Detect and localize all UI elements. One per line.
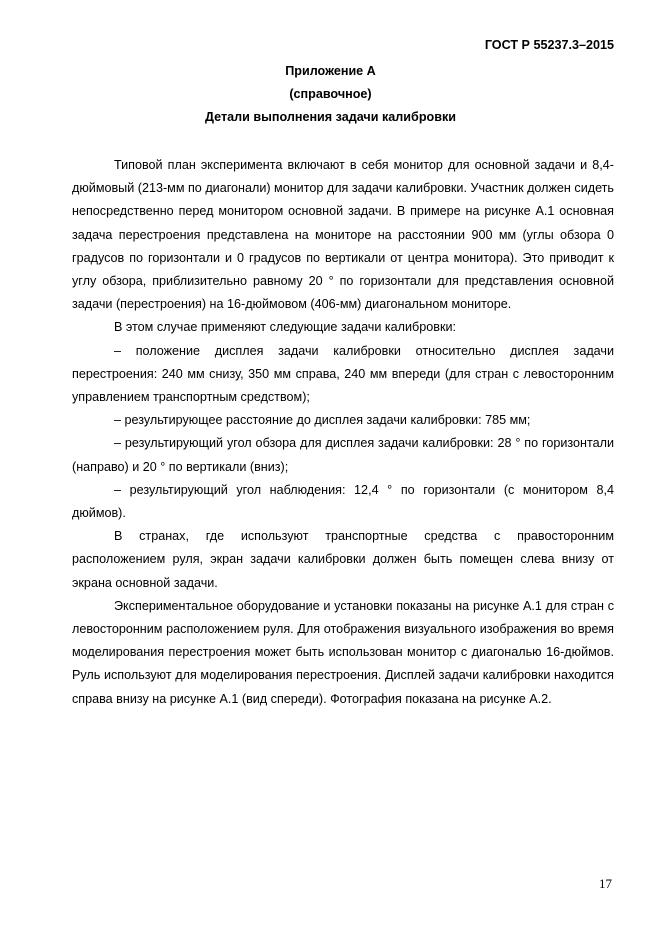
list-item-viewing-angle: – результирующий угол обзора для дисплея задачи калибровки: 28 ° по горизонтали (направо) и 20 ° по вертикали (вниз); [72, 436, 614, 474]
page-number: 17 [599, 876, 612, 891]
paragraph-equipment: Экспериментальное оборудование и установки показаны на рисунке А.1 для стран с левосторонним расположением руля. Для отображения визуального изображения во время моделирования перестроения может быть использован монитор с диагональю 16-дюймов. Руль используют для моделирования перестроения. Дисплей задачи калибровки находится справа внизу на рисунке А.1 (вид спереди). Фотография показана на рисунке А.2. [72, 598, 614, 706]
list-item-observation-angle: – результирующий угол наблюдения: 12,4 ° по горизонтали (с монитором 8,4 дюймов). [72, 482, 614, 521]
appendix-title: Приложение А [285, 64, 376, 78]
appendix-subject: Детали выполнения задачи калибровки [204, 110, 456, 124]
body-text [72, 154, 614, 711]
list-item-resulting-distance: – результирующее расстояние до дисплея задачи калибровки: 785 мм; [114, 413, 531, 428]
list-item-display-position: – положение дисплея задачи калибровки относительно дисплея задачи перестроения: 240 мм снизу, 350 мм справа, 240 мм впереди (для стран с левосторонним управлением транспортным средством); [72, 343, 614, 405]
appendix-status: (справочное) [289, 87, 372, 101]
document-code: ГОСТ Р 55237.3–2015 [484, 38, 614, 52]
paragraph-experiment-plan: Типовой план эксперимента включают в себя монитор для основной задачи и 8,4-дюймовый (213-мм по диагонали) монитор для задачи калибровки. Участник должен сидеть непосредственно перед монитором основной задачи. В примере на рисунке А.1 основная задача перестроения представлена на мониторе на расстоянии 900 мм (углы обзора 0 градусов по горизонтали и 0 градусов по вертикали от центра монитора). Это приводит к углу обзора, приблизительно равному 20 ° по горизонтали для представления основной задачи (перестроения) на 16-дюймовом (406-мм) диагональном мониторе. [72, 158, 614, 312]
paragraph-calibration-intro: В этом случае применяют следующие задачи калибровки: [114, 320, 457, 335]
paragraph-right-hand-drive: В странах, где используют транспортные средства с правосторонним расположением руля, экран задачи калибровки должен быть помещен слева внизу от экрана основной задачи. [72, 529, 614, 590]
